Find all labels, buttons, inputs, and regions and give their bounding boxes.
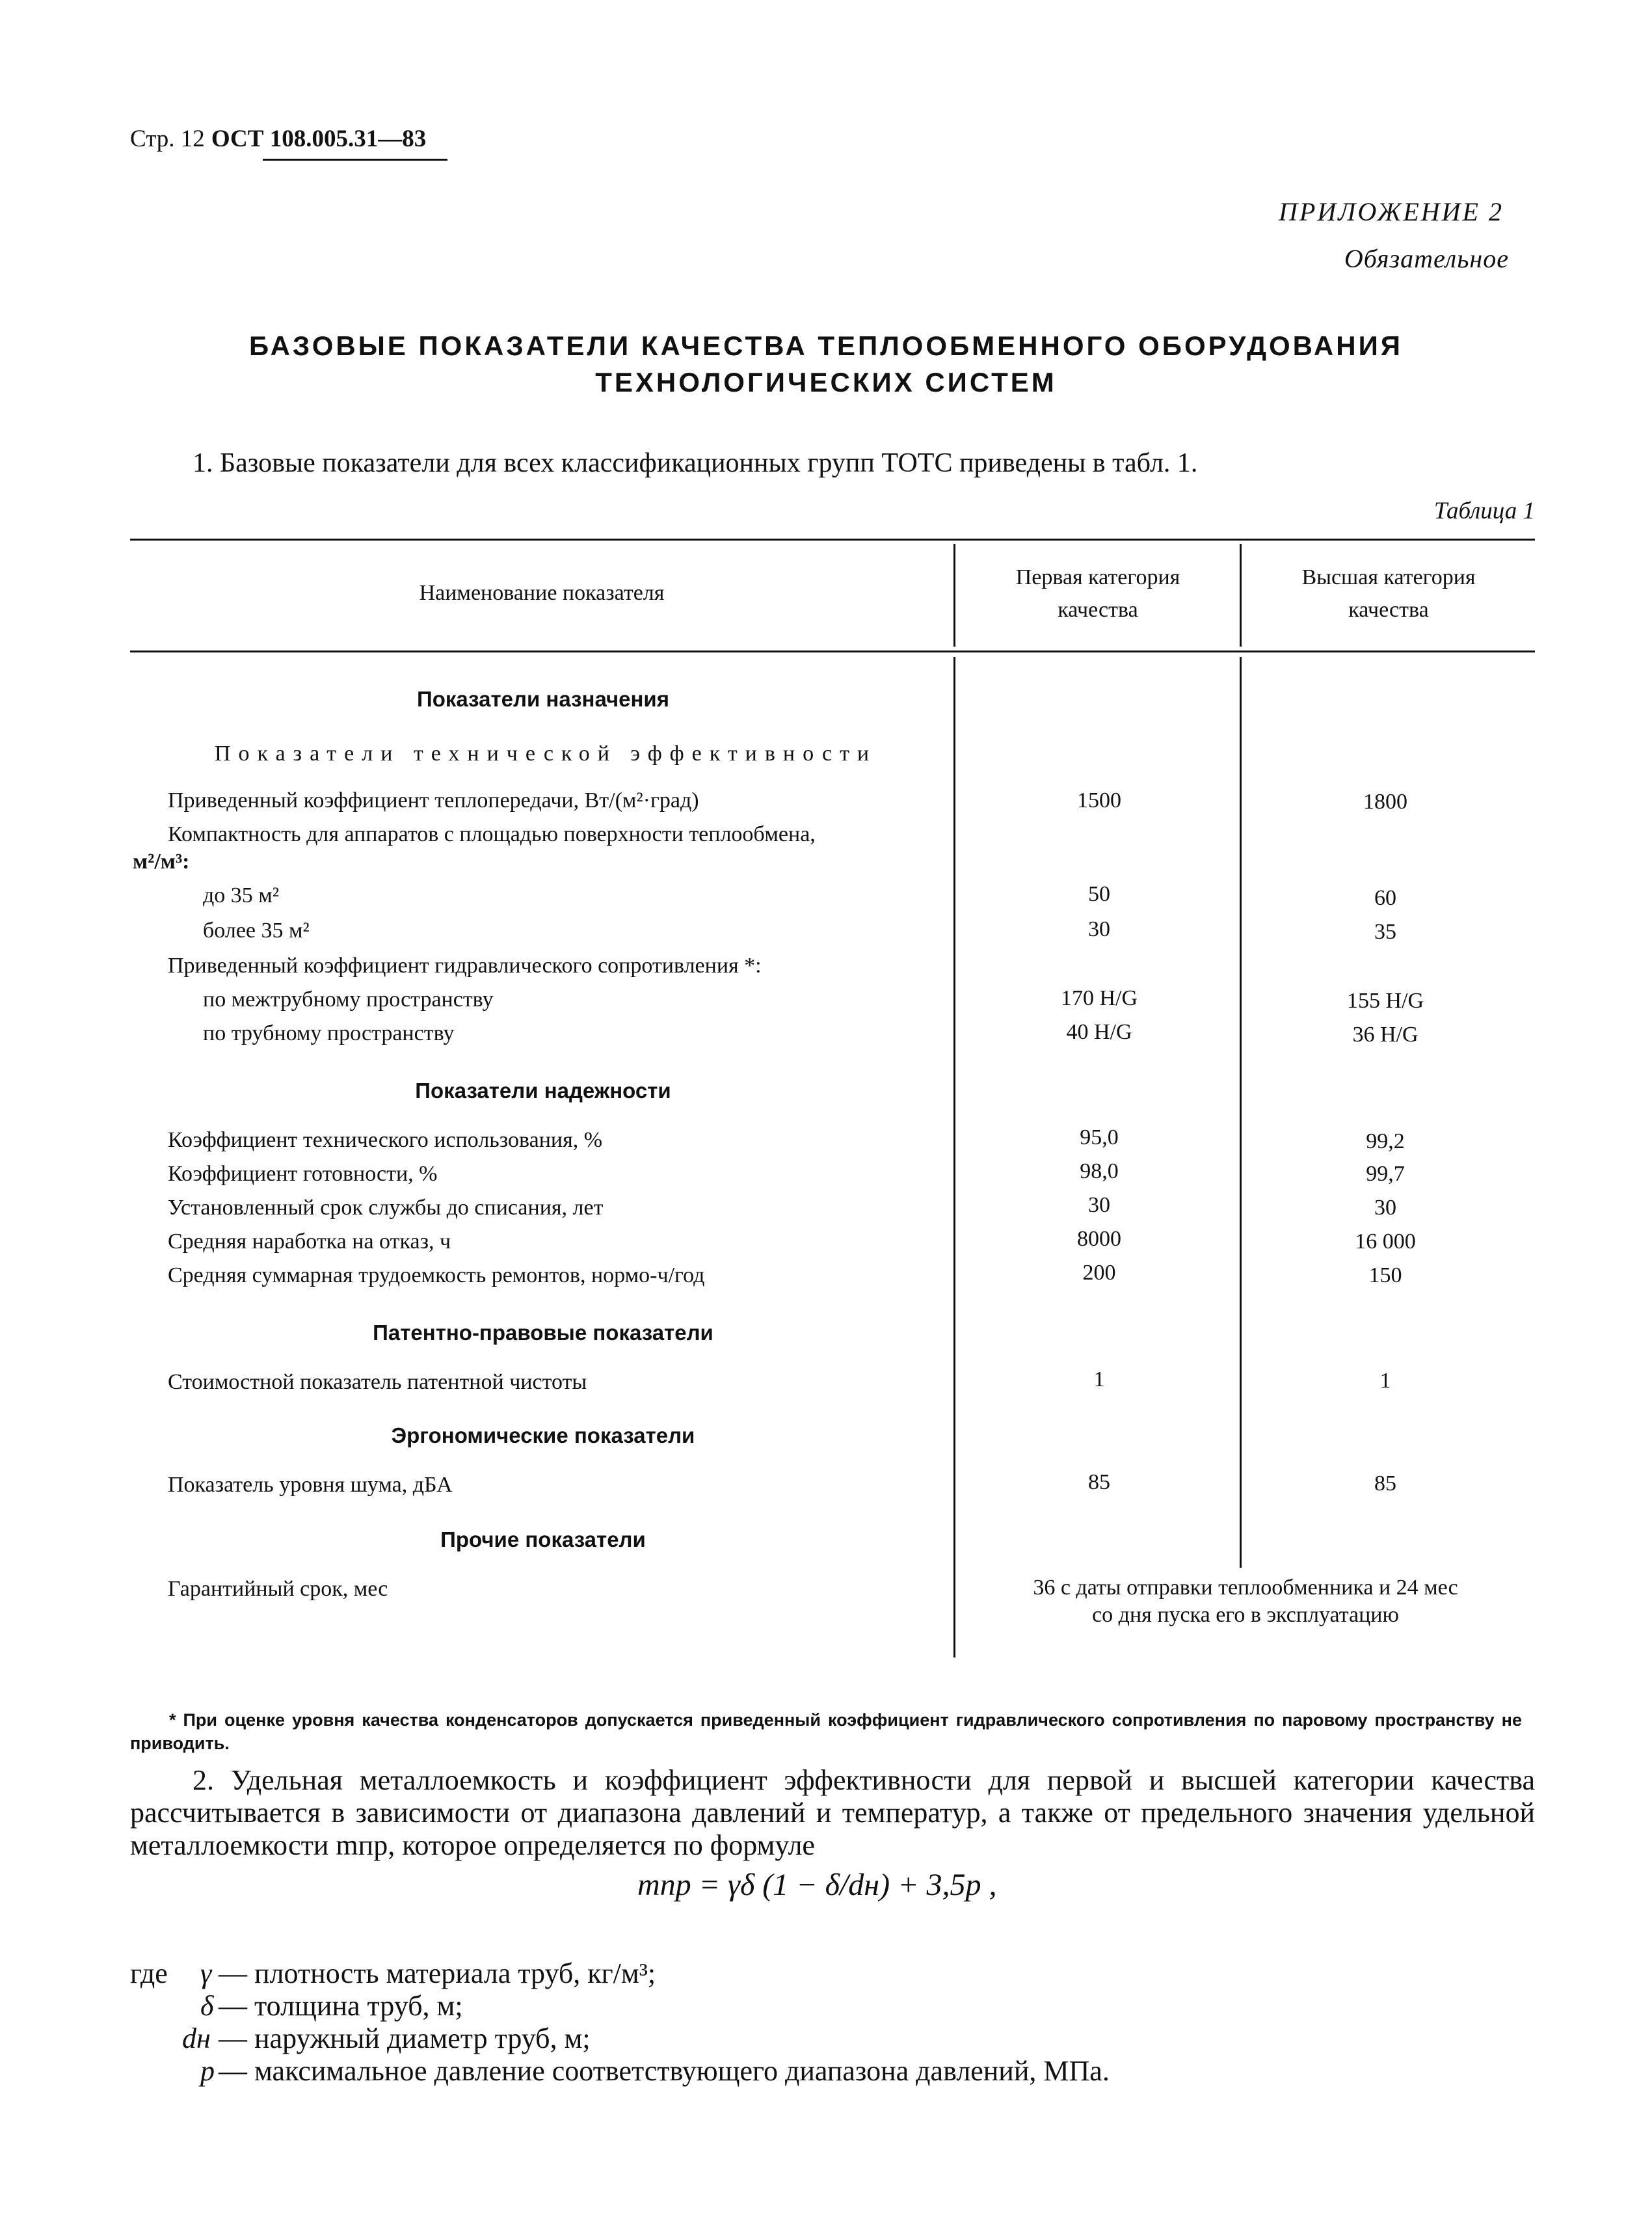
row-mtbf-first: 8000 (1077, 1227, 1121, 1251)
page-number: Стр. 12 (130, 126, 205, 152)
col-header-higher-l2: качества (1348, 598, 1429, 622)
row-patent-cost-higher: 1 (1379, 1369, 1391, 1393)
row-repair-label: Средняя суммарная трудоемкость ремонтов, нормо-ч/год (168, 1263, 705, 1287)
paragraph-1: 1. Базовые показатели для всех классификационных групп ТОТС приведены в табл. 1. (193, 448, 1198, 478)
row-repair-higher: 150 (1368, 1263, 1402, 1287)
section-purpose: Показатели назначения (417, 687, 669, 711)
row-service-life-higher: 30 (1374, 1196, 1396, 1220)
where-sym-p: p (200, 2055, 215, 2087)
where-sym-gamma: γ (200, 1957, 212, 1989)
row-over35-first: 30 (1088, 917, 1110, 941)
where-word: где (130, 1957, 168, 1989)
where-text-dn: — наружный диаметр труб, м; (219, 2022, 591, 2054)
row-over35-higher: 35 (1374, 920, 1396, 944)
row-patent-cost-first: 1 (1093, 1367, 1105, 1391)
appendix-title: ПРИЛОЖЕНИЕ 2 (1279, 197, 1504, 226)
row-upto35-higher: 60 (1374, 886, 1396, 910)
header-divider-1 (953, 544, 955, 647)
header-underline (263, 159, 447, 161)
page-header (130, 125, 426, 153)
row-intertube-higher: 155 H/G (1346, 989, 1424, 1013)
row-warranty-merged-l2: со дня пуска его в эксплуатацию (1092, 1603, 1399, 1627)
where-text-p: — максимальное давление соответствующего диапазона давлений, МПа. (219, 2055, 1110, 2087)
row-heat-transfer-first: 1500 (1077, 788, 1121, 812)
col-header-higher-l1: Высшая категория (1301, 565, 1476, 589)
row-noise-higher: 85 (1374, 1471, 1396, 1496)
row-compactness-unit: м²/м³: (133, 850, 190, 874)
row-tech-use-higher: 99,2 (1366, 1129, 1405, 1153)
row-tech-use-first: 95,0 (1080, 1125, 1119, 1149)
where-text-gamma: — плотность материала труб, кг/м³; (219, 1957, 656, 1989)
row-repair-first: 200 (1082, 1261, 1116, 1285)
row-heat-transfer-label: Приведенный коэффициент теплопередачи, Вт/(м²·град) (168, 788, 699, 812)
table-top-rule (130, 539, 1535, 541)
subsection-tech-efficiency: Показатели технической эффективности (215, 742, 877, 766)
row-tube-first: 40 H/G (1066, 1020, 1132, 1044)
row-noise-first: 85 (1088, 1470, 1110, 1494)
where-sym-delta: δ (200, 1990, 214, 2022)
row-mtbf-higher: 16 000 (1355, 1229, 1416, 1254)
row-noise-label: Показатель уровня шума, дБА (168, 1473, 453, 1497)
section-patent: Патентно-правовые показатели (373, 1321, 713, 1345)
row-intertube-label: по межтрубному пространству (203, 987, 494, 1012)
section-other: Прочие показатели (440, 1527, 646, 1551)
col-header-first-l1: Первая категория (1015, 565, 1180, 589)
row-upto35-first: 50 (1088, 882, 1110, 906)
doc-title-line1: БАЗОВЫЕ ПОКАЗАТЕЛИ КАЧЕСТВА ТЕПЛООБМЕННОГО ОБОРУДОВАНИЯ (249, 330, 1403, 361)
row-readiness-first: 98,0 (1080, 1159, 1119, 1183)
paragraph-2: 2. Удельная металлоемкость и коэффициент эффективности для первой и высшей категории качества рассчитывается в зависимости от диапазона давлений и температур, а также от предельного значения удельной металлоемкости mпр, которое определяется по формуле (130, 1764, 1535, 1861)
table-header-rule (130, 651, 1535, 652)
row-heat-transfer-higher: 1800 (1363, 790, 1407, 814)
where-text-delta: — толщина труб, м; (219, 1990, 463, 2022)
row-service-life-first: 30 (1088, 1193, 1110, 1217)
appendix-status: Обязательное (1344, 244, 1509, 273)
section-reliability: Показатели надежности (415, 1079, 671, 1103)
table-number: Таблица 1 (1433, 498, 1535, 524)
row-mtbf-label: Средняя наработка на отказ, ч (168, 1229, 451, 1254)
row-intertube-first: 170 H/G (1060, 986, 1138, 1010)
standard-number: ОСТ 108.005.31—83 (211, 126, 427, 152)
col-header-first-l2: качества (1058, 598, 1138, 622)
row-patent-cost-label: Стоимостной показатель патентной чистоты (168, 1370, 587, 1394)
row-warranty-merged-l1: 36 с даты отправки теплообменника и 24 мес (1033, 1576, 1458, 1600)
row-readiness-higher: 99,7 (1366, 1162, 1405, 1186)
table-footnote: * При оценке уровня качества конденсаторов допускается приведенный коэффициент гидравлического сопротивления по паровому пространству не приводить. (130, 1710, 1522, 1753)
row-over35-label: более 35 м² (203, 919, 310, 943)
doc-title-line2: ТЕХНОЛОГИЧЕСКИХ СИСТЕМ (595, 367, 1057, 397)
row-readiness-label: Коэффициент готовности, % (168, 1162, 438, 1186)
row-tube-higher: 36 H/G (1352, 1023, 1419, 1047)
row-tech-use-label: Коэффициент технического использования, % (168, 1128, 603, 1152)
row-hydraulic-label: Приведенный коэффициент гидравлического сопротивления *: (168, 954, 762, 978)
header-divider-2 (1240, 544, 1242, 647)
section-ergonomic: Эргономические показатели (391, 1423, 695, 1447)
formula: mпр = γδ (1 − δ/dн) + 3,5p , (637, 1868, 997, 1902)
col-header-name: Наименование показателя (419, 581, 665, 605)
row-warranty-label: Гарантийный срок, мес (168, 1577, 388, 1601)
row-tube-label: по трубному пространству (203, 1021, 455, 1045)
where-sym-dn: dн (182, 2022, 211, 2054)
row-service-life-label: Установленный срок службы до списания, лет (168, 1196, 604, 1220)
row-upto35-label: до 35 м² (203, 883, 280, 907)
row-compactness-label: Компактность для аппаратов с площадью поверхности теплообмена, (168, 822, 816, 846)
